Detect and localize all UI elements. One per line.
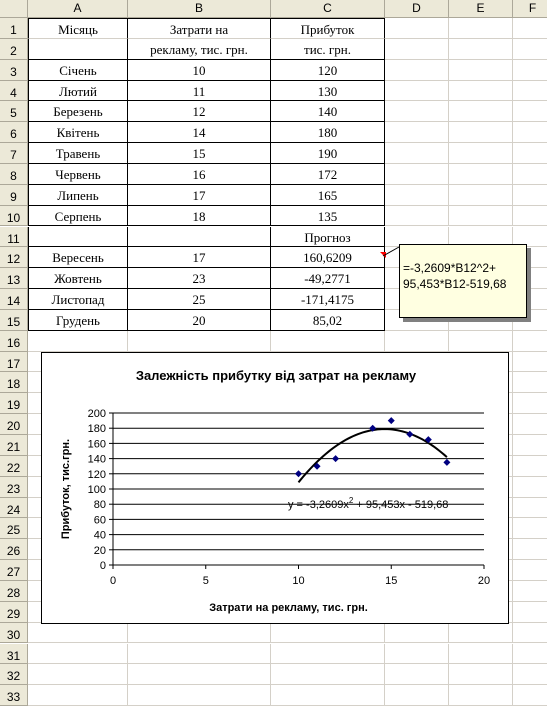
y-tick-label: 120 <box>87 468 106 481</box>
grid-cell[interactable] <box>513 414 547 435</box>
grid-cell[interactable] <box>513 664 547 685</box>
cell-cost[interactable]: 15 <box>128 143 271 164</box>
grid-cell[interactable] <box>513 498 547 519</box>
grid-cell[interactable] <box>513 122 547 143</box>
grid-cell[interactable] <box>513 372 547 393</box>
y-tick-label: 80 <box>93 499 106 512</box>
grid-cell[interactable] <box>513 39 547 60</box>
y-tick-label: 180 <box>87 423 106 436</box>
grid-cell[interactable] <box>449 664 513 685</box>
grid-cell[interactable] <box>449 143 513 164</box>
cell-b11[interactable] <box>128 227 271 248</box>
cell-month[interactable]: Березень <box>28 101 128 122</box>
row-header-10[interactable]: 10 <box>0 206 28 227</box>
grid-cell[interactable] <box>449 206 513 227</box>
grid-cell[interactable] <box>385 101 449 122</box>
comment-indicator[interactable] <box>380 252 386 258</box>
grid-cell[interactable] <box>385 122 449 143</box>
x-tick-label: 15 <box>385 575 398 587</box>
grid-cell[interactable] <box>513 206 547 227</box>
cell-month[interactable]: Січень <box>28 60 128 81</box>
row-header-17[interactable]: 17 <box>0 352 28 373</box>
cell-month[interactable]: Травень <box>28 143 128 164</box>
row-header-4[interactable]: 4 <box>0 81 28 102</box>
y-tick-label: 200 <box>87 408 106 420</box>
grid-cell[interactable] <box>28 623 128 644</box>
grid-cell[interactable] <box>513 539 547 560</box>
column-header-b[interactable]: B <box>128 0 271 18</box>
cell-forecast-month[interactable]: Листопад <box>28 289 128 310</box>
row-header-7[interactable]: 7 <box>0 143 28 164</box>
grid-cell[interactable] <box>128 623 271 644</box>
grid-cell[interactable] <box>513 143 547 164</box>
cell-forecast-profit[interactable]: 85,02 <box>271 310 385 331</box>
grid-cell[interactable] <box>28 685 128 706</box>
cell-month[interactable]: Серпень <box>28 206 128 227</box>
grid-cell[interactable] <box>513 60 547 81</box>
grid-cell[interactable] <box>271 664 385 685</box>
cell-cost[interactable]: 10 <box>128 60 271 81</box>
y-tick-label: 20 <box>93 544 106 557</box>
x-tick-label: 0 <box>109 575 117 587</box>
cell-forecast-cost[interactable]: 23 <box>128 268 271 289</box>
grid-cell[interactable] <box>449 101 513 122</box>
cell-cost[interactable]: 17 <box>128 185 271 206</box>
row-header-32[interactable]: 32 <box>0 664 28 685</box>
row-header-16[interactable]: 16 <box>0 331 28 352</box>
y-tick-label: 0 <box>99 560 106 572</box>
cell-forecast-profit[interactable]: -171,4175 <box>271 289 385 310</box>
cell-forecast-cost[interactable]: 17 <box>128 247 271 268</box>
chart-title: Залежність прибутку від затрат на рекламу <box>135 368 417 383</box>
row-header-8[interactable]: 8 <box>0 164 28 185</box>
y-tick-label: 60 <box>93 514 106 527</box>
row-header-13[interactable]: 13 <box>0 268 28 289</box>
grid-cell[interactable] <box>513 581 547 602</box>
grid-cell[interactable] <box>513 331 547 352</box>
row-header-12[interactable]: 12 <box>0 247 28 268</box>
row-header-28[interactable]: 28 <box>0 581 28 602</box>
x-tick-label: 20 <box>477 575 491 587</box>
row-header-1[interactable]: 1 <box>0 18 28 39</box>
data-point <box>443 459 450 466</box>
grid-cell[interactable] <box>271 685 385 706</box>
x-tick-label: 10 <box>292 575 305 587</box>
grid-cell[interactable] <box>449 164 513 185</box>
grid-cell[interactable] <box>513 560 547 581</box>
cell-forecast-month[interactable]: Вересень <box>28 247 128 268</box>
cell-cost[interactable]: 18 <box>128 206 271 227</box>
comment-line-1: =-3,2609*B12^2+ <box>403 261 497 275</box>
cell-profit[interactable]: 135 <box>271 206 385 227</box>
trendline <box>299 429 447 482</box>
grid-cell[interactable] <box>385 60 449 81</box>
grid-cell[interactable] <box>385 664 449 685</box>
cell-forecast-profit[interactable]: 160,6209 <box>271 247 385 268</box>
trendline-equation-label <box>288 496 448 511</box>
grid-cell[interactable] <box>385 18 449 39</box>
column-header-e[interactable]: E <box>449 0 513 18</box>
grid-cell[interactable] <box>449 623 513 644</box>
grid-cell[interactable] <box>385 331 449 352</box>
grid-cell[interactable] <box>513 81 547 102</box>
cell-forecast-month[interactable]: Грудень <box>28 310 128 331</box>
y-tick-label: 160 <box>87 438 106 451</box>
row-header-27[interactable]: 27 <box>0 560 28 581</box>
trendline-label-superscript: 2 <box>348 496 354 505</box>
grid-cell[interactable] <box>449 185 513 206</box>
cell-month[interactable]: Лютий <box>28 81 128 102</box>
grid-cell[interactable] <box>513 477 547 498</box>
cell-profit[interactable]: 120 <box>271 60 385 81</box>
cell-profit[interactable]: 190 <box>271 143 385 164</box>
cell-month[interactable]: Червень <box>28 164 128 185</box>
grid-cell[interactable] <box>513 101 547 122</box>
grid-cell[interactable] <box>449 81 513 102</box>
grid-cell[interactable] <box>28 664 128 685</box>
cell-cost[interactable]: 16 <box>128 164 271 185</box>
y-axis-title: Прибуток, тис.грн. <box>60 438 72 540</box>
cell-c2-profit-header[interactable]: тис. грн. <box>271 39 385 60</box>
cell-c1-profit-header[interactable]: Прибуток <box>271 18 385 39</box>
select-all-corner[interactable] <box>0 0 28 18</box>
grid-cell[interactable] <box>513 185 547 206</box>
row-header-25[interactable]: 25 <box>0 518 28 539</box>
cell-forecast-label[interactable]: Прогноз <box>271 227 385 248</box>
grid-cell[interactable] <box>385 206 449 227</box>
column-header-c[interactable]: C <box>271 0 385 18</box>
cell-profit[interactable]: 172 <box>271 164 385 185</box>
grid-cell[interactable] <box>449 60 513 81</box>
row-header-14[interactable]: 14 <box>0 289 28 310</box>
grid-cell[interactable] <box>271 331 385 352</box>
cell-forecast-month[interactable]: Жовтень <box>28 268 128 289</box>
grid-cell[interactable] <box>128 685 271 706</box>
grid-cell[interactable] <box>385 81 449 102</box>
column-header-f[interactable]: F <box>513 0 547 18</box>
x-axis-title: Затрати на рекламу, тис. грн. <box>209 602 368 614</box>
grid-cell[interactable] <box>513 435 547 456</box>
cell-profit[interactable]: 140 <box>271 101 385 122</box>
row-header-26[interactable]: 26 <box>0 539 28 560</box>
row-header-11[interactable]: 11 <box>0 227 28 248</box>
cell-profit[interactable]: 165 <box>271 185 385 206</box>
grid-cell[interactable] <box>513 164 547 185</box>
grid-cell[interactable] <box>385 39 449 60</box>
row-header-21[interactable]: 21 <box>0 435 28 456</box>
row-header-9[interactable]: 9 <box>0 185 28 206</box>
y-tick-label: 140 <box>87 453 106 466</box>
row-header-31[interactable]: 31 <box>0 644 28 665</box>
x-tick-label: 5 <box>202 575 209 587</box>
row-header-30[interactable]: 30 <box>0 623 28 644</box>
column-header-d[interactable]: D <box>385 0 449 18</box>
grid-cell[interactable] <box>271 623 385 644</box>
cell-month[interactable]: Липень <box>28 185 128 206</box>
grid-cell[interactable] <box>449 685 513 706</box>
cell-comment[interactable] <box>399 244 527 318</box>
row-header-18[interactable]: 18 <box>0 372 28 393</box>
row-header-29[interactable]: 29 <box>0 602 28 623</box>
grid-cell[interactable] <box>449 18 513 39</box>
y-tick-label: 100 <box>87 484 106 496</box>
grid-cell[interactable] <box>128 664 271 685</box>
grid-cell[interactable] <box>513 456 547 477</box>
y-tick-label: 40 <box>93 529 106 542</box>
grid-cell[interactable] <box>513 18 547 39</box>
row-header-19[interactable]: 19 <box>0 393 28 414</box>
grid-cell[interactable] <box>385 623 449 644</box>
row-header-24[interactable]: 24 <box>0 498 28 519</box>
grid-cell[interactable] <box>513 518 547 539</box>
cell-a2[interactable] <box>28 39 128 60</box>
column-header-a[interactable]: A <box>28 0 128 18</box>
chart-area[interactable] <box>41 352 509 624</box>
grid-cell[interactable] <box>513 393 547 414</box>
row-header-5[interactable]: 5 <box>0 101 28 122</box>
cell-cost[interactable]: 14 <box>128 122 271 143</box>
grid-cell[interactable] <box>513 685 547 706</box>
grid-cell[interactable] <box>385 685 449 706</box>
grid-cell[interactable] <box>513 602 547 623</box>
cell-cost[interactable]: 11 <box>128 81 271 102</box>
cell-forecast-cost[interactable]: 25 <box>128 289 271 310</box>
cell-cost[interactable]: 12 <box>128 101 271 122</box>
row-header-6[interactable]: 6 <box>0 122 28 143</box>
row-header-22[interactable]: 22 <box>0 456 28 477</box>
cell-a1-month-header[interactable]: Місяць <box>28 18 128 39</box>
row-header-20[interactable]: 20 <box>0 414 28 435</box>
chart-plot <box>42 353 508 623</box>
grid-cell[interactable] <box>449 122 513 143</box>
grid-cell[interactable] <box>449 39 513 60</box>
grid-cell[interactable] <box>128 331 271 352</box>
cell-a11[interactable] <box>28 227 128 248</box>
row-header-3[interactable]: 3 <box>0 60 28 81</box>
grid-cell[interactable] <box>28 331 128 352</box>
grid-cell[interactable] <box>385 164 449 185</box>
cell-month[interactable]: Квітень <box>28 122 128 143</box>
grid-cell[interactable] <box>513 623 547 644</box>
cell-b1-cost-header[interactable]: Затрати на <box>128 18 271 39</box>
data-point <box>388 417 395 424</box>
row-header-2[interactable]: 2 <box>0 39 28 60</box>
grid-cell[interactable] <box>385 185 449 206</box>
cell-profit[interactable]: 180 <box>271 122 385 143</box>
row-header-15[interactable]: 15 <box>0 310 28 331</box>
grid-cell[interactable] <box>449 331 513 352</box>
trendline-label-rest: + 95,453x - 519,68 <box>353 499 449 511</box>
data-point <box>332 455 339 462</box>
cell-forecast-profit[interactable]: -49,2771 <box>271 268 385 289</box>
row-header-33[interactable]: 33 <box>0 685 28 706</box>
trendline-label-main: y = -3,2609x <box>288 499 349 511</box>
comment-line-2: 95,453*B12-519,68 <box>403 277 507 291</box>
grid-cell[interactable] <box>513 352 547 373</box>
cell-profit[interactable]: 130 <box>271 81 385 102</box>
grid-cell[interactable] <box>385 143 449 164</box>
data-point <box>295 470 302 477</box>
row-header-23[interactable]: 23 <box>0 477 28 498</box>
cell-b2-cost-header[interactable]: рекламу, тис. грн. <box>128 39 271 60</box>
cell-forecast-cost[interactable]: 20 <box>128 310 271 331</box>
